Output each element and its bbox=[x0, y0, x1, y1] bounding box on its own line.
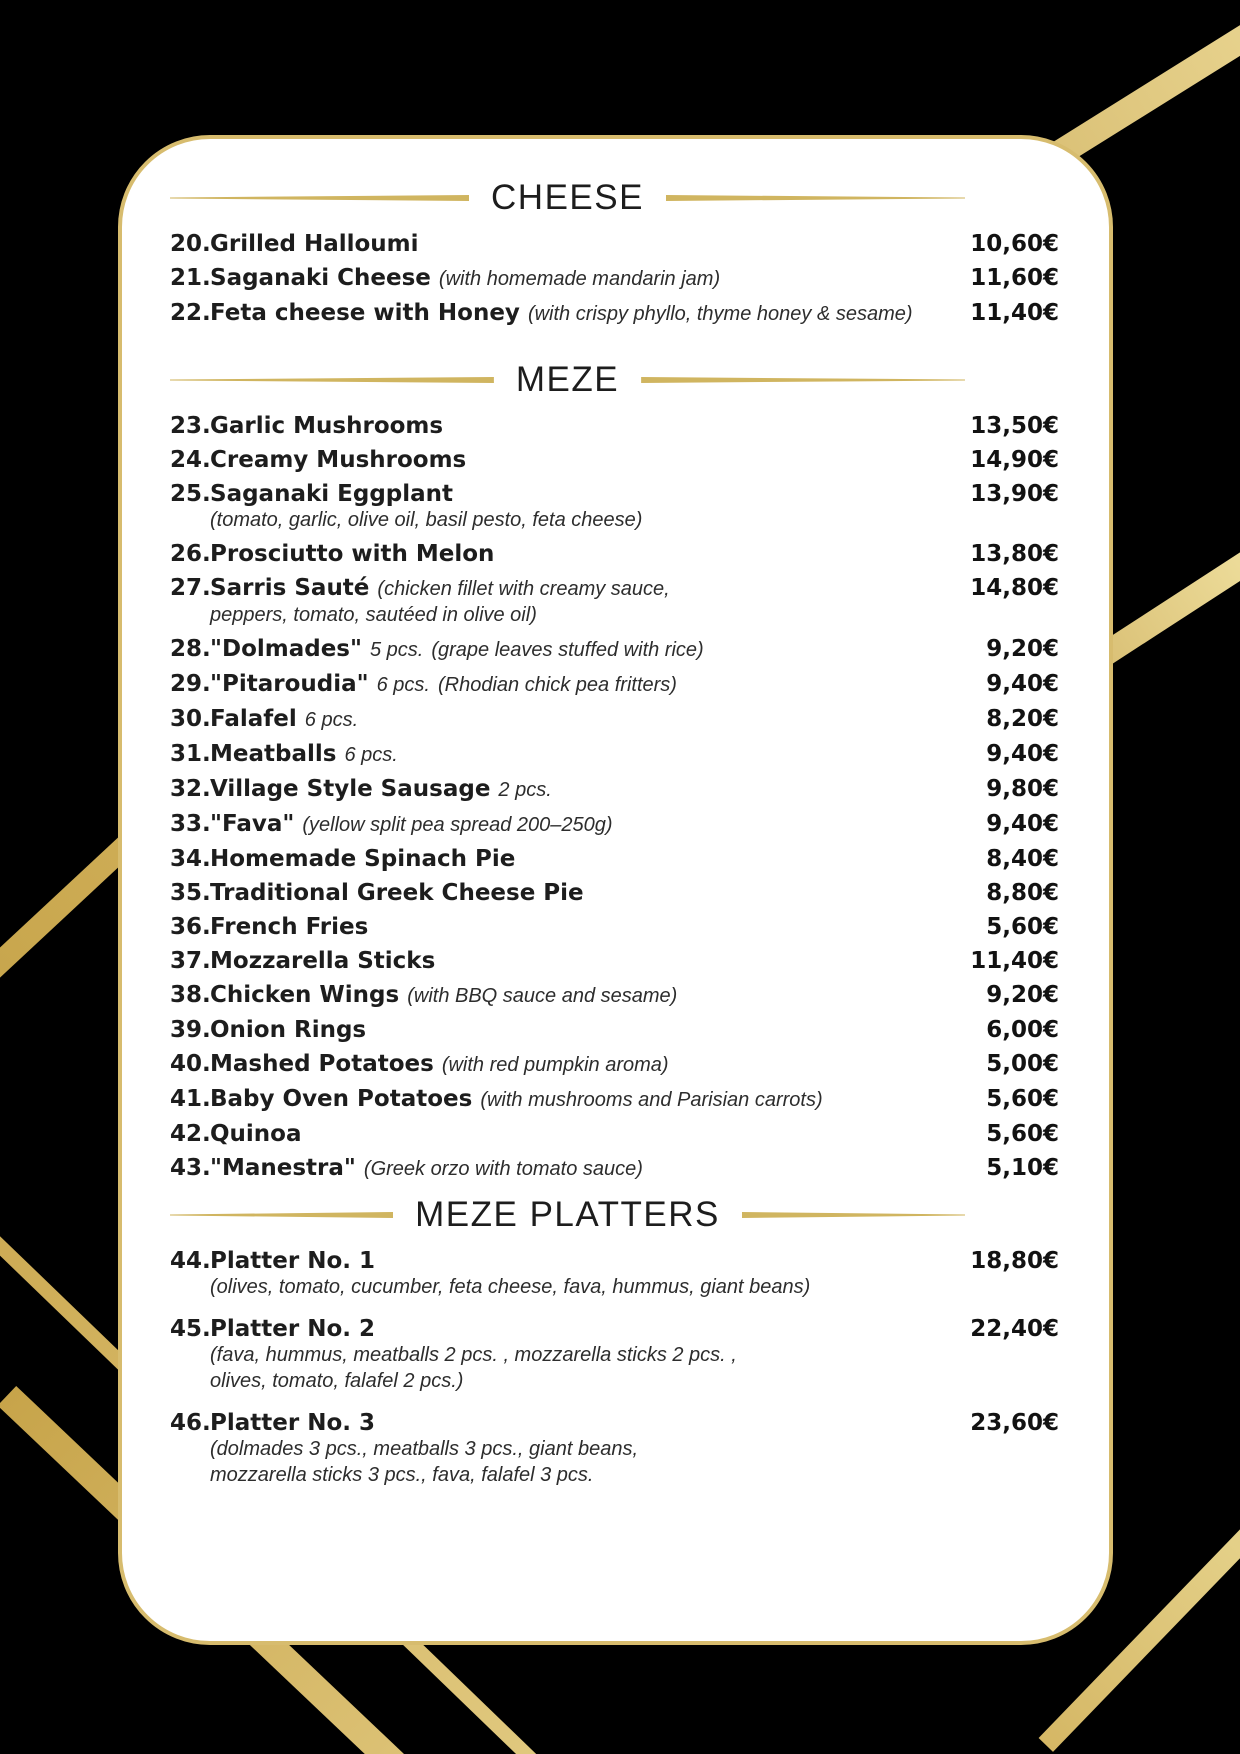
item-price: 5,60€ bbox=[986, 1086, 1059, 1112]
item-price: 9,80€ bbox=[986, 776, 1059, 802]
item-name: Garlic Mushrooms bbox=[210, 413, 444, 439]
menu-item bbox=[170, 636, 1059, 663]
menu-item bbox=[170, 1086, 1059, 1113]
item-description-line: peppers, tomato, sautéed in olive oil) bbox=[210, 604, 537, 626]
item-name: French Fries bbox=[210, 914, 369, 940]
item-text bbox=[170, 541, 958, 567]
item-name: Feta cheese with Honey bbox=[210, 300, 520, 326]
item-description-line: olives, tomato, falafel 2 pcs.) bbox=[210, 1370, 464, 1392]
menu-item bbox=[170, 948, 1059, 974]
menu-sections bbox=[170, 175, 1059, 1488]
menu-item bbox=[170, 1155, 1059, 1182]
item-number: 44. bbox=[170, 1248, 211, 1274]
menu-item bbox=[170, 1051, 1059, 1078]
item-number: 27. bbox=[170, 575, 211, 601]
menu-section-meze bbox=[170, 357, 1059, 1182]
item-line bbox=[170, 413, 958, 439]
item-name: Platter No. 3 bbox=[210, 1410, 375, 1436]
item-name: Falafel bbox=[210, 706, 297, 732]
item-line bbox=[170, 447, 958, 473]
item-number: 34. bbox=[170, 846, 211, 872]
menu-item bbox=[170, 1121, 1059, 1147]
item-price: 14,80€ bbox=[970, 575, 1059, 601]
item-number: 42. bbox=[170, 1121, 211, 1147]
item-number: 41. bbox=[170, 1086, 211, 1112]
item-number: 36. bbox=[170, 914, 211, 940]
item-price: 5,60€ bbox=[986, 914, 1059, 940]
item-name: Grilled Halloumi bbox=[210, 231, 419, 257]
item-number: 31. bbox=[170, 741, 211, 767]
menu-item bbox=[170, 741, 1059, 768]
menu-item bbox=[170, 982, 1059, 1009]
item-line bbox=[170, 914, 974, 940]
menu-item bbox=[170, 413, 1059, 439]
section-header bbox=[170, 175, 965, 221]
item-name: Prosciutto with Melon bbox=[210, 541, 495, 567]
section-title: MEZE PLATTERS bbox=[415, 1195, 720, 1234]
menu-section-cheese bbox=[170, 175, 1059, 327]
item-quantity-note: 6 pcs. bbox=[344, 744, 398, 766]
item-description: (with BBQ sauce and sesame) bbox=[407, 985, 678, 1007]
item-text bbox=[170, 1051, 974, 1078]
menu-item bbox=[170, 914, 1059, 940]
item-text bbox=[170, 447, 958, 473]
menu-item bbox=[170, 481, 1059, 533]
item-number: 25. bbox=[170, 481, 211, 507]
item-description: (yellow split pea spread 200–250g) bbox=[302, 814, 613, 836]
item-line bbox=[170, 948, 958, 974]
menu-item bbox=[170, 447, 1059, 473]
item-description: (Rhodian chick pea fritters) bbox=[437, 674, 677, 696]
item-price: 9,20€ bbox=[986, 636, 1059, 662]
item-price: 18,80€ bbox=[970, 1248, 1059, 1274]
item-line bbox=[170, 300, 958, 327]
item-number: 37. bbox=[170, 948, 211, 974]
item-name: Mozzarella Sticks bbox=[210, 948, 436, 974]
item-number: 32. bbox=[170, 776, 211, 802]
item-quantity-note: 2 pcs. bbox=[498, 779, 552, 801]
item-name: Creamy Mushrooms bbox=[210, 447, 467, 473]
item-line bbox=[170, 575, 958, 602]
item-number: 23. bbox=[170, 413, 211, 439]
item-text bbox=[170, 741, 974, 768]
item-number: 38. bbox=[170, 982, 211, 1008]
menu-item bbox=[170, 300, 1059, 327]
item-description-line: mozzarella sticks 3 pcs., fava, falafel 3 pcs. bbox=[210, 1464, 594, 1486]
item-price: 8,80€ bbox=[986, 880, 1059, 906]
menu-card bbox=[118, 135, 1113, 1645]
item-name: Onion Rings bbox=[210, 1017, 367, 1043]
item-name: Platter No. 1 bbox=[210, 1248, 375, 1274]
item-name: Baby Oven Potatoes bbox=[210, 1086, 473, 1112]
menu-section-meze-platters bbox=[170, 1192, 1059, 1488]
menu-item bbox=[170, 575, 1059, 628]
item-price: 10,60€ bbox=[970, 231, 1059, 257]
item-text bbox=[170, 914, 974, 940]
item-description-line: (fava, hummus, meatballs 2 pcs. , mozzarella sticks 2 pcs. , bbox=[210, 1344, 737, 1366]
item-number: 33. bbox=[170, 811, 211, 837]
item-number: 35. bbox=[170, 880, 211, 906]
item-price: 6,00€ bbox=[986, 1017, 1059, 1043]
item-line bbox=[170, 880, 974, 906]
item-line bbox=[170, 846, 974, 872]
item-line bbox=[170, 636, 974, 663]
menu-item bbox=[170, 265, 1059, 292]
menu-item bbox=[170, 1316, 1059, 1394]
menu-item bbox=[170, 706, 1059, 733]
item-text bbox=[170, 982, 974, 1009]
item-name: Saganaki Cheese bbox=[210, 265, 431, 291]
section-divider-right-line bbox=[666, 195, 965, 201]
item-price: 9,20€ bbox=[986, 982, 1059, 1008]
menu-item bbox=[170, 671, 1059, 698]
menu-item bbox=[170, 846, 1059, 872]
item-price: 23,60€ bbox=[970, 1410, 1059, 1436]
menu-item bbox=[170, 1248, 1059, 1300]
item-number: 29. bbox=[170, 671, 211, 697]
item-description: (with red pumpkin aroma) bbox=[441, 1054, 669, 1076]
item-line bbox=[170, 811, 974, 838]
item-line bbox=[170, 1155, 974, 1182]
section-header bbox=[170, 357, 965, 403]
item-price: 5,10€ bbox=[986, 1155, 1059, 1181]
item-name: "Dolmades" bbox=[210, 636, 362, 662]
item-price: 13,90€ bbox=[970, 481, 1059, 507]
menu-item bbox=[170, 1410, 1059, 1488]
item-line bbox=[170, 982, 974, 1009]
menu-item bbox=[170, 776, 1059, 803]
item-text bbox=[170, 776, 974, 803]
section-title: CHEESE bbox=[491, 178, 644, 217]
item-text bbox=[170, 1155, 974, 1182]
item-price: 14,90€ bbox=[970, 447, 1059, 473]
item-description: (chicken fillet with creamy sauce, bbox=[377, 578, 670, 600]
item-price: 11,40€ bbox=[970, 300, 1059, 326]
item-text bbox=[170, 481, 958, 533]
section-divider-left-line bbox=[170, 195, 469, 201]
item-name: Sarris Sauté bbox=[210, 575, 370, 601]
item-price: 8,40€ bbox=[986, 846, 1059, 872]
item-number: 22. bbox=[170, 300, 211, 326]
item-quantity-note: 6 pcs. bbox=[304, 709, 359, 731]
item-line bbox=[170, 1316, 958, 1342]
item-name: Meatballs bbox=[210, 741, 337, 767]
menu-item bbox=[170, 1017, 1059, 1043]
item-name: Traditional Greek Cheese Pie bbox=[210, 880, 584, 906]
item-number: 46. bbox=[170, 1410, 211, 1436]
item-line bbox=[170, 671, 974, 698]
item-number: 20. bbox=[170, 231, 211, 257]
section-divider-left-line bbox=[170, 377, 494, 383]
menu-item bbox=[170, 541, 1059, 567]
item-text bbox=[170, 1017, 974, 1043]
item-price: 9,40€ bbox=[986, 811, 1059, 837]
item-number: 39. bbox=[170, 1017, 211, 1043]
item-text bbox=[170, 1316, 958, 1394]
item-price: 5,00€ bbox=[986, 1051, 1059, 1077]
item-price: 13,50€ bbox=[970, 413, 1059, 439]
item-quantity-note: 6 pcs. bbox=[376, 674, 430, 696]
section-divider-right-line bbox=[742, 1212, 965, 1218]
item-name: "Manestra" bbox=[210, 1155, 356, 1181]
item-description-line: (olives, tomato, cucumber, feta cheese, fava, hummus, giant beans) bbox=[210, 1276, 811, 1298]
section-title: MEZE bbox=[515, 360, 620, 399]
item-text bbox=[170, 846, 974, 872]
item-number: 40. bbox=[170, 1051, 211, 1077]
item-text bbox=[170, 706, 974, 733]
item-line bbox=[170, 1051, 974, 1078]
item-price: 11,40€ bbox=[970, 948, 1059, 974]
item-price: 5,60€ bbox=[986, 1121, 1059, 1147]
menu-item bbox=[170, 880, 1059, 906]
item-line bbox=[170, 481, 958, 507]
item-number: 43. bbox=[170, 1155, 211, 1181]
item-name: "Pitaroudia" bbox=[210, 671, 369, 697]
item-price: 9,40€ bbox=[986, 671, 1059, 697]
item-line bbox=[170, 265, 958, 292]
item-price: 22,40€ bbox=[970, 1316, 1059, 1342]
item-text bbox=[170, 811, 974, 838]
item-line bbox=[170, 776, 974, 803]
item-text bbox=[170, 948, 958, 974]
item-line bbox=[170, 706, 974, 733]
item-line bbox=[170, 741, 974, 768]
item-price: 13,80€ bbox=[970, 541, 1059, 567]
item-name: Saganaki Eggplant bbox=[210, 481, 454, 507]
item-description: (with crispy phyllo, thyme honey & sesame) bbox=[527, 303, 913, 325]
item-description-line: (dolmades 3 pcs., meatballs 3 pcs., giant beans, bbox=[210, 1438, 639, 1460]
item-text bbox=[170, 1121, 974, 1147]
item-quantity-note: 5 pcs. bbox=[369, 639, 424, 661]
item-line bbox=[170, 1121, 974, 1147]
item-text bbox=[170, 671, 974, 698]
item-text bbox=[170, 880, 974, 906]
item-line bbox=[170, 231, 958, 257]
section-divider-right-line bbox=[641, 377, 965, 383]
item-price: 9,40€ bbox=[986, 741, 1059, 767]
item-text bbox=[170, 1248, 958, 1300]
item-line bbox=[170, 1248, 958, 1274]
item-text bbox=[170, 300, 958, 327]
menu-item bbox=[170, 231, 1059, 257]
item-number: 26. bbox=[170, 541, 211, 567]
item-number: 28. bbox=[170, 636, 211, 662]
item-description: (with mushrooms and Parisian carrots) bbox=[480, 1089, 823, 1111]
item-name: "Fava" bbox=[210, 811, 295, 837]
item-description: (with homemade mandarin jam) bbox=[438, 268, 721, 290]
item-line bbox=[170, 541, 958, 567]
item-text bbox=[170, 231, 958, 257]
item-name: Homemade Spinach Pie bbox=[210, 846, 516, 872]
item-line bbox=[170, 1410, 958, 1436]
item-text bbox=[170, 265, 958, 292]
item-description: (Greek orzo with tomato sauce) bbox=[363, 1158, 643, 1180]
item-line bbox=[170, 1086, 974, 1113]
item-name: Platter No. 2 bbox=[210, 1316, 375, 1342]
menu-item bbox=[170, 811, 1059, 838]
item-price: 8,20€ bbox=[986, 706, 1059, 732]
item-name: Mashed Potatoes bbox=[210, 1051, 434, 1077]
item-text bbox=[170, 636, 974, 663]
section-header bbox=[170, 1192, 965, 1238]
item-name: Chicken Wings bbox=[210, 982, 400, 1008]
section-divider-left-line bbox=[170, 1212, 393, 1218]
item-line bbox=[170, 1017, 974, 1043]
item-text bbox=[170, 575, 958, 628]
item-description: (grape leaves stuffed with rice) bbox=[431, 639, 704, 661]
item-text bbox=[170, 1410, 958, 1488]
item-number: 30. bbox=[170, 706, 211, 732]
item-number: 24. bbox=[170, 447, 211, 473]
item-text bbox=[170, 1086, 974, 1113]
item-name: Quinoa bbox=[210, 1121, 302, 1147]
item-description-line: (tomato, garlic, olive oil, basil pesto, feta cheese) bbox=[210, 509, 643, 531]
item-number: 21. bbox=[170, 265, 211, 291]
item-name: Village Style Sausage bbox=[210, 776, 491, 802]
item-price: 11,60€ bbox=[970, 265, 1059, 291]
item-number: 45. bbox=[170, 1316, 211, 1342]
item-text bbox=[170, 413, 958, 439]
